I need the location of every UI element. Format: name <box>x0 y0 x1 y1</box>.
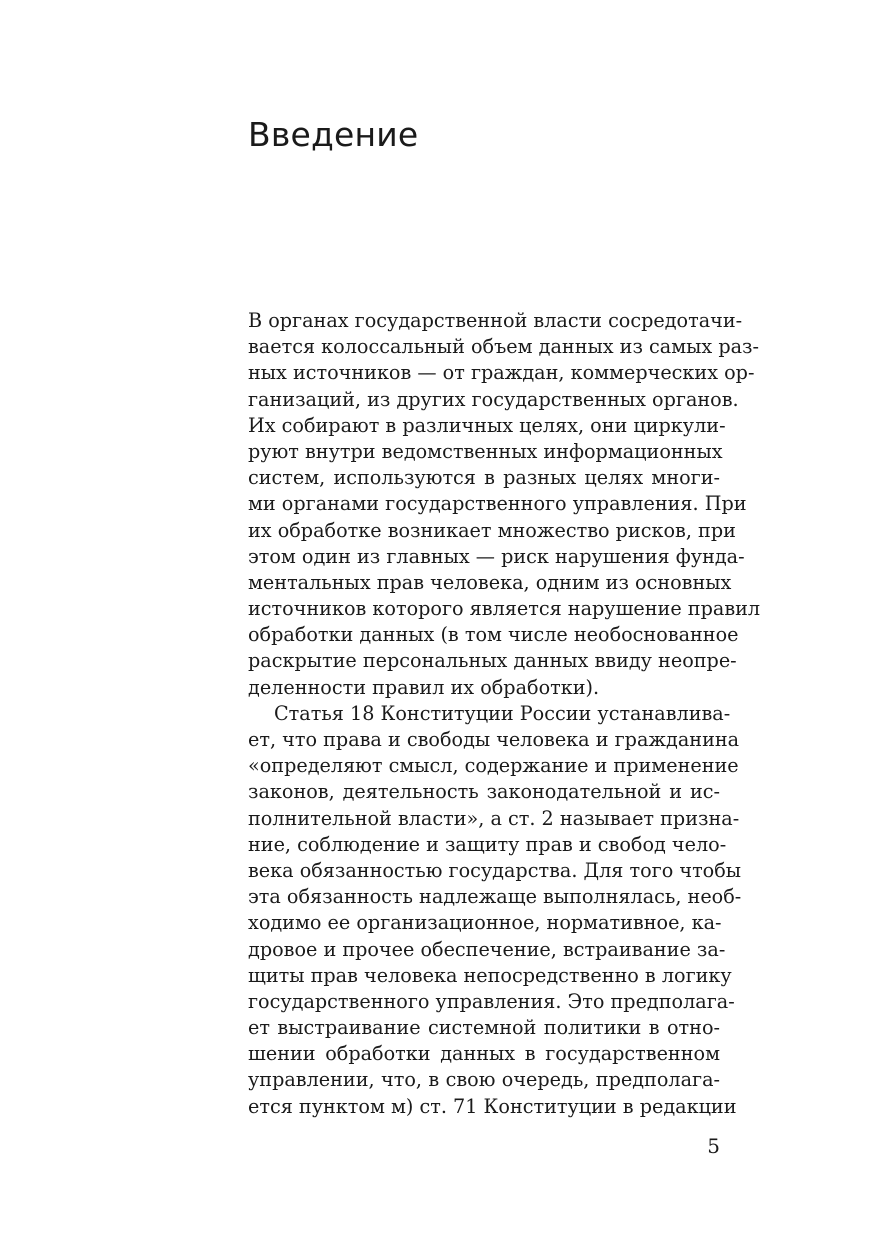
text-line: источников которого является нарушение правил <box>248 597 761 621</box>
text-line: руют внутри ведомственных информационных <box>248 439 723 463</box>
text-line: деленности правил их обработки). <box>248 675 600 699</box>
body-text <box>248 308 761 1120</box>
text-line: века обязанностью государства. Для того чтобы <box>248 858 742 882</box>
chapter-title: Введение <box>248 115 419 154</box>
text-line: ментальных прав человека, одним из основных <box>248 570 732 594</box>
text-line: дровое и прочее обеспечение, встраивание за- <box>248 937 726 961</box>
text-line: государственного управления. Это предполага- <box>248 989 735 1013</box>
text-line: их обработке возникает множество рисков, при <box>248 518 736 542</box>
text-line: ных источников — от граждан, коммерческих ор- <box>248 361 755 385</box>
text-line: ет, что права и свободы человека и гражданина <box>248 728 740 751</box>
text-line: ет выстраивание системной политики в отно- <box>248 1016 720 1040</box>
text-line: ходимо ее организационное, нормативное, ка- <box>248 911 722 935</box>
text-line: этом один из главных — риск нарушения фунда- <box>248 544 745 568</box>
text-line: вается колоссальный объем данных из самых раз- <box>248 335 759 359</box>
paragraph-1 <box>248 308 761 701</box>
text-line: В органах государственной власти сосредотачи- <box>248 309 743 332</box>
text-line: управлении, что, в свою очередь, предполага- <box>248 1068 720 1092</box>
text-line: обработки данных (в том числе необоснованное <box>248 623 739 647</box>
text-line: эта обязанность надлежаще выполнялась, необ- <box>248 885 742 909</box>
text-line: «определяют смысл, содержание и применение <box>248 754 739 778</box>
text-line: щиты прав человека непосредственно в логику <box>248 963 732 987</box>
text-line: Статья 18 Конституции России устанавлива- <box>274 701 731 725</box>
text-line: полнительной власти», а ст. 2 называет призна- <box>248 806 740 830</box>
text-line: ние, соблюдение и защиту прав и свобод чело- <box>248 832 727 856</box>
text-line: ганизаций, из других государственных органов. <box>248 387 739 411</box>
page-number: 5 <box>707 1134 720 1158</box>
text-line: законов, деятельность законодательной и ис- <box>248 780 720 804</box>
text-line: ется пунктом м) ст. 71 Конституции в редакции <box>248 1094 737 1118</box>
text-line: Их собирают в различных целях, они циркули- <box>248 413 726 437</box>
text-line: раскрытие персональных данных ввиду неопре- <box>248 649 737 673</box>
text-line: систем, используются в разных целях многи- <box>248 466 720 490</box>
paragraph-2 <box>248 701 742 1120</box>
text-line: ми органами государственного управления. При <box>248 492 747 516</box>
text-line: шении обработки данных в государственном <box>248 1042 720 1066</box>
